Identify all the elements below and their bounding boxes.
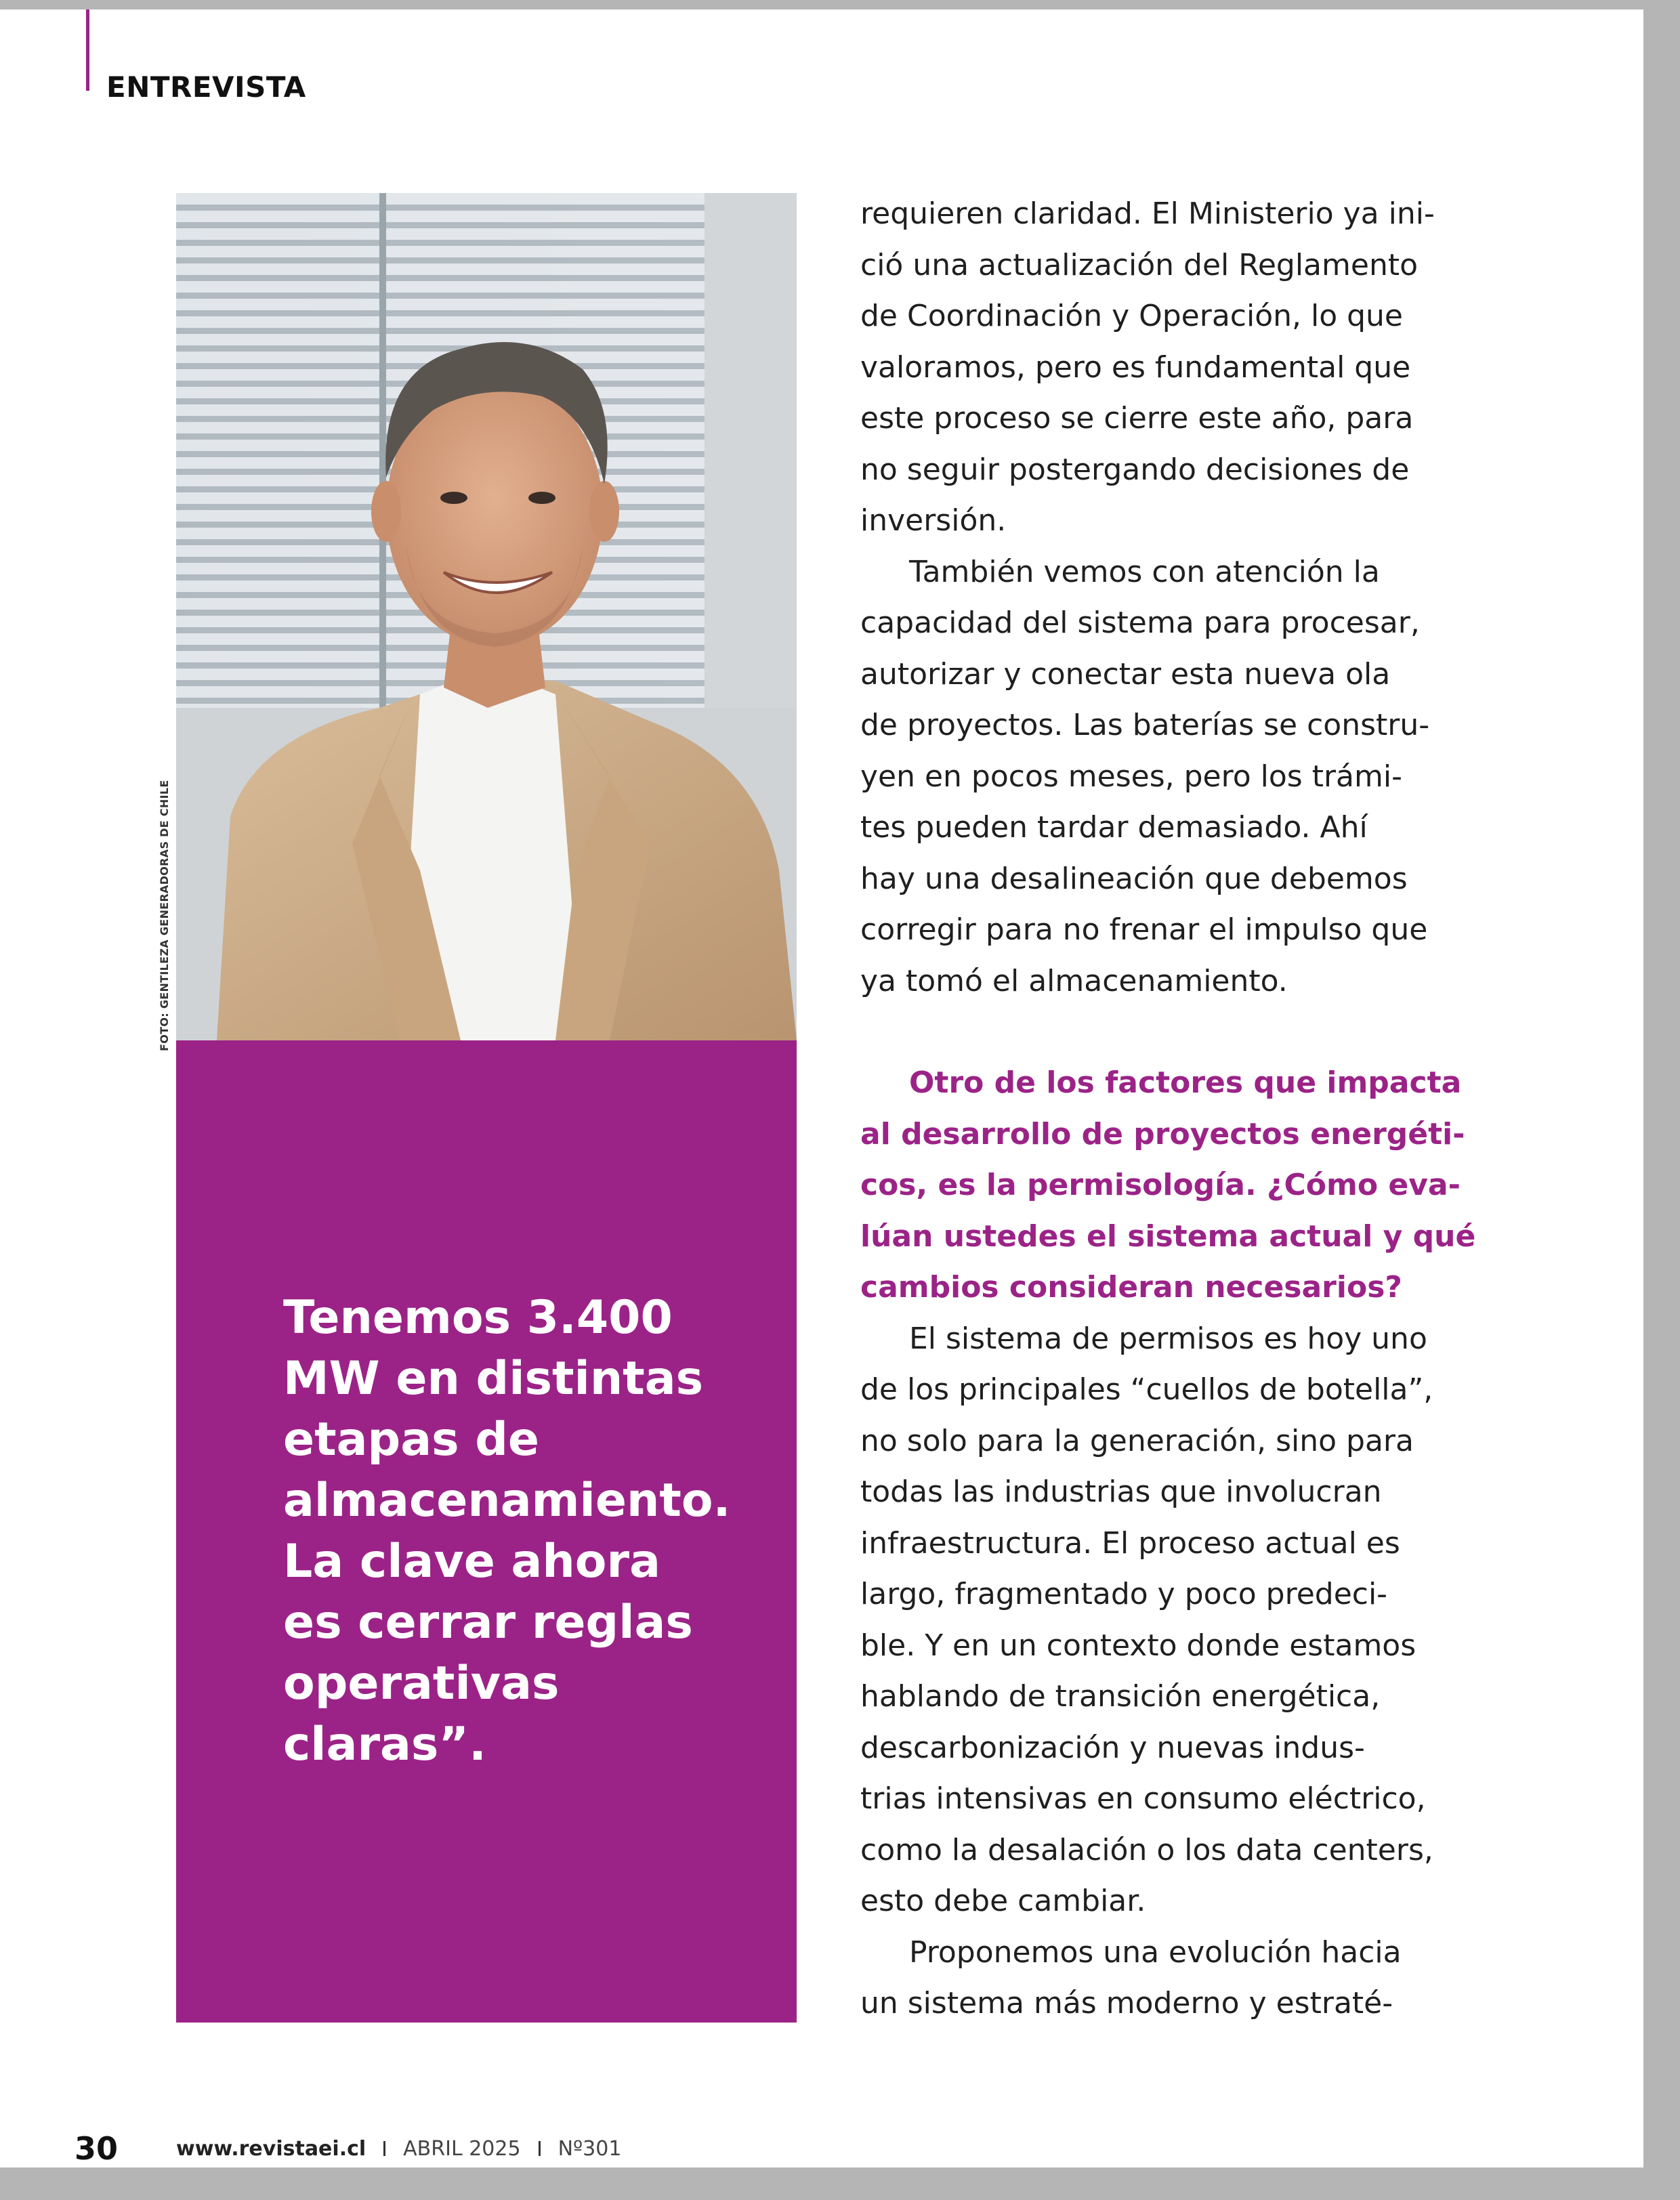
section-label: ENTREVISTA [106, 70, 306, 104]
interview-question: Otro de los factores que impacta al desarrollo de proyectos energéti- cos, es la permisología. ¿Cómo eva- lúan ustedes el sistema actual y qué cambios consideran necesarios? [860, 1065, 1476, 1305]
page-footer [75, 2128, 621, 2167]
photo-credit: FOTO: GENTILEZA GENERADORAS DE CHILE [158, 780, 171, 1051]
page-number: 30 [75, 2130, 119, 2167]
pull-quote-box [176, 1040, 797, 2023]
issue-date: ABRIL 2025 [403, 2136, 521, 2161]
footer-divider [383, 2141, 385, 2156]
article-column [860, 188, 1484, 2029]
article-paragraph: requieren claridad. El Ministerio ya ini- ció una actualización del Reglamento de Coordinación y Operación, lo que valoramos, pero es fundamental que este proceso se cierre este año, para no seguir postergando decisiones de inversión. [860, 196, 1435, 538]
issue-number: Nº301 [558, 2136, 622, 2161]
article-paragraph: Proponemos una evolución hacia un sistema más moderno y estraté- [860, 1934, 1402, 2021]
portrait-photo [176, 193, 797, 1040]
magazine-page [0, 9, 1643, 2167]
website-link[interactable]: www.revistaei.cl [176, 2136, 366, 2161]
article-paragraph: El sistema de permisos es hoy uno de los principales “cuellos de botella”, no solo para la generación, sino para todas las industrias que involucran infraestructura. El proceso actual es largo, fragmentado y poco predeci- ble. Y en un contexto donde estamos hablando de transición energética, descarbonización y nuevas indus- trias intensivas en consumo eléctrico, como la desalación o los data centers, esto debe cambiar. [860, 1321, 1433, 1918]
pull-quote-text: Tenemos 3.400 MW en distintas etapas de almacenamiento. La clave ahora es cerrar reglas operativas claras”. [283, 1291, 731, 1771]
section-accent-rule [86, 9, 89, 91]
article-paragraph: También vemos con atención la capacidad del sistema para procesar, autorizar y conectar esta nueva ola de proyectos. Las baterías se constru- yen en pocos meses, pero los trámi- tes pueden tardar demasiado. Ahí hay una desalineación que debemos corregir para no frenar el impulso que ya tomó el almacenamiento. [860, 554, 1430, 998]
footer-divider [539, 2141, 541, 2156]
